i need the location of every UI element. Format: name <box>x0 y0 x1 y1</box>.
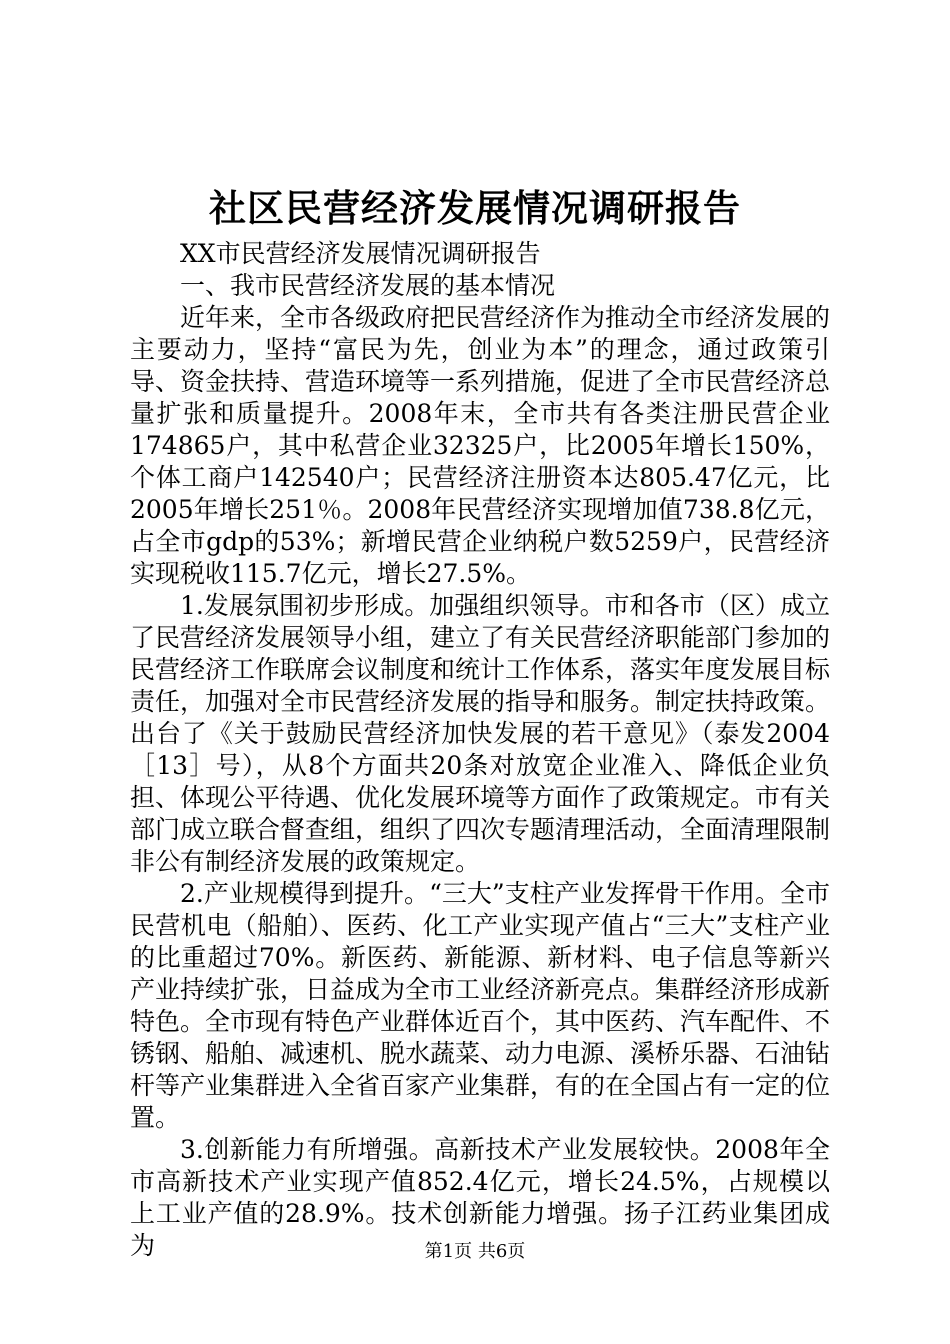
page-number-footer: 第1页 共6页 <box>424 1241 526 1262</box>
section-heading: 一、我市民营经济发展的基本情况 <box>180 271 556 300</box>
document-body <box>130 238 830 1262</box>
paragraph-point-3: 3.创新能力有所增强。高新技术产业发展较快。2008年全市高新技术产业实现产值852.4亿元，增长24.5%，占规模以上工业产值的28.9%。技术创新能力增强。扬子江药业集团成为 <box>130 1135 830 1260</box>
report-subtitle: XX市民营经济发展情况调研报告 <box>180 239 541 268</box>
paragraph-point-1: 1.发展氛围初步形成。加强组织领导。市和各市（区）成立了民营经济发展领导小组，建立了有关民营经济职能部门参加的民营经济工作联席会议制度和统计工作体系，落实年度发展目标责任，加强对全市民营经济发展的指导和服务。制定扶持政策。出台了《关于鼓励民营经济加快发展的若干意见》（泰发2004［13］号），从8个方面共20条对放宽企业准入、降低企业负担、体现公平待遇、优化发展环境等方面作了政策规定。市有关部门成立联合督查组，组织了四次专题清理活动，全面清理限制非公有制经济发展的政策规定。 <box>130 591 831 876</box>
paragraph-point-2: 2.产业规模得到提升。“三大”支柱产业发挥骨干作用。全市民营机电（船舶）、医药、化工产业实现产值占“三大”支柱产业的比重超过70%。新医药、新能源、新材料、电子信息等新兴产业持续扩张，日益成为全市工业经济新亮点。集群经济形成新特色。全市现有特色产业群体近百个，其中医药、汽车配件、不锈钢、船舶、减速机、脱水蔬菜、动力电源、溪桥乐器、石油钻杆等产业集群进入全省百家产业集群，有的在全国占有一定的位置。 <box>130 879 831 1132</box>
paragraph-intro: 近年来，全市各级政府把民营经济作为推动全市经济发展的主要动力，坚持“富民为先，创业为本”的理念，通过政策引导、资金扶持、营造环境等一系列措施，促进了全市民营经济总量扩张和质量提升。2008年末，全市共有各类注册民营企业174865户，其中私营企业32325户，比2005年增长150%，个体工商户142540户；民营经济注册资本达805.47亿元，比2005年增长251％。2008年民营经济实现增加值738.8亿元，占全市gdp的53%；新增民营企业纳税户数5259户，民营经济实现税收115.7亿元，增长27.5%。 <box>130 303 831 588</box>
document-title: 社区民营经济发展情况调研报告 <box>209 186 741 230</box>
